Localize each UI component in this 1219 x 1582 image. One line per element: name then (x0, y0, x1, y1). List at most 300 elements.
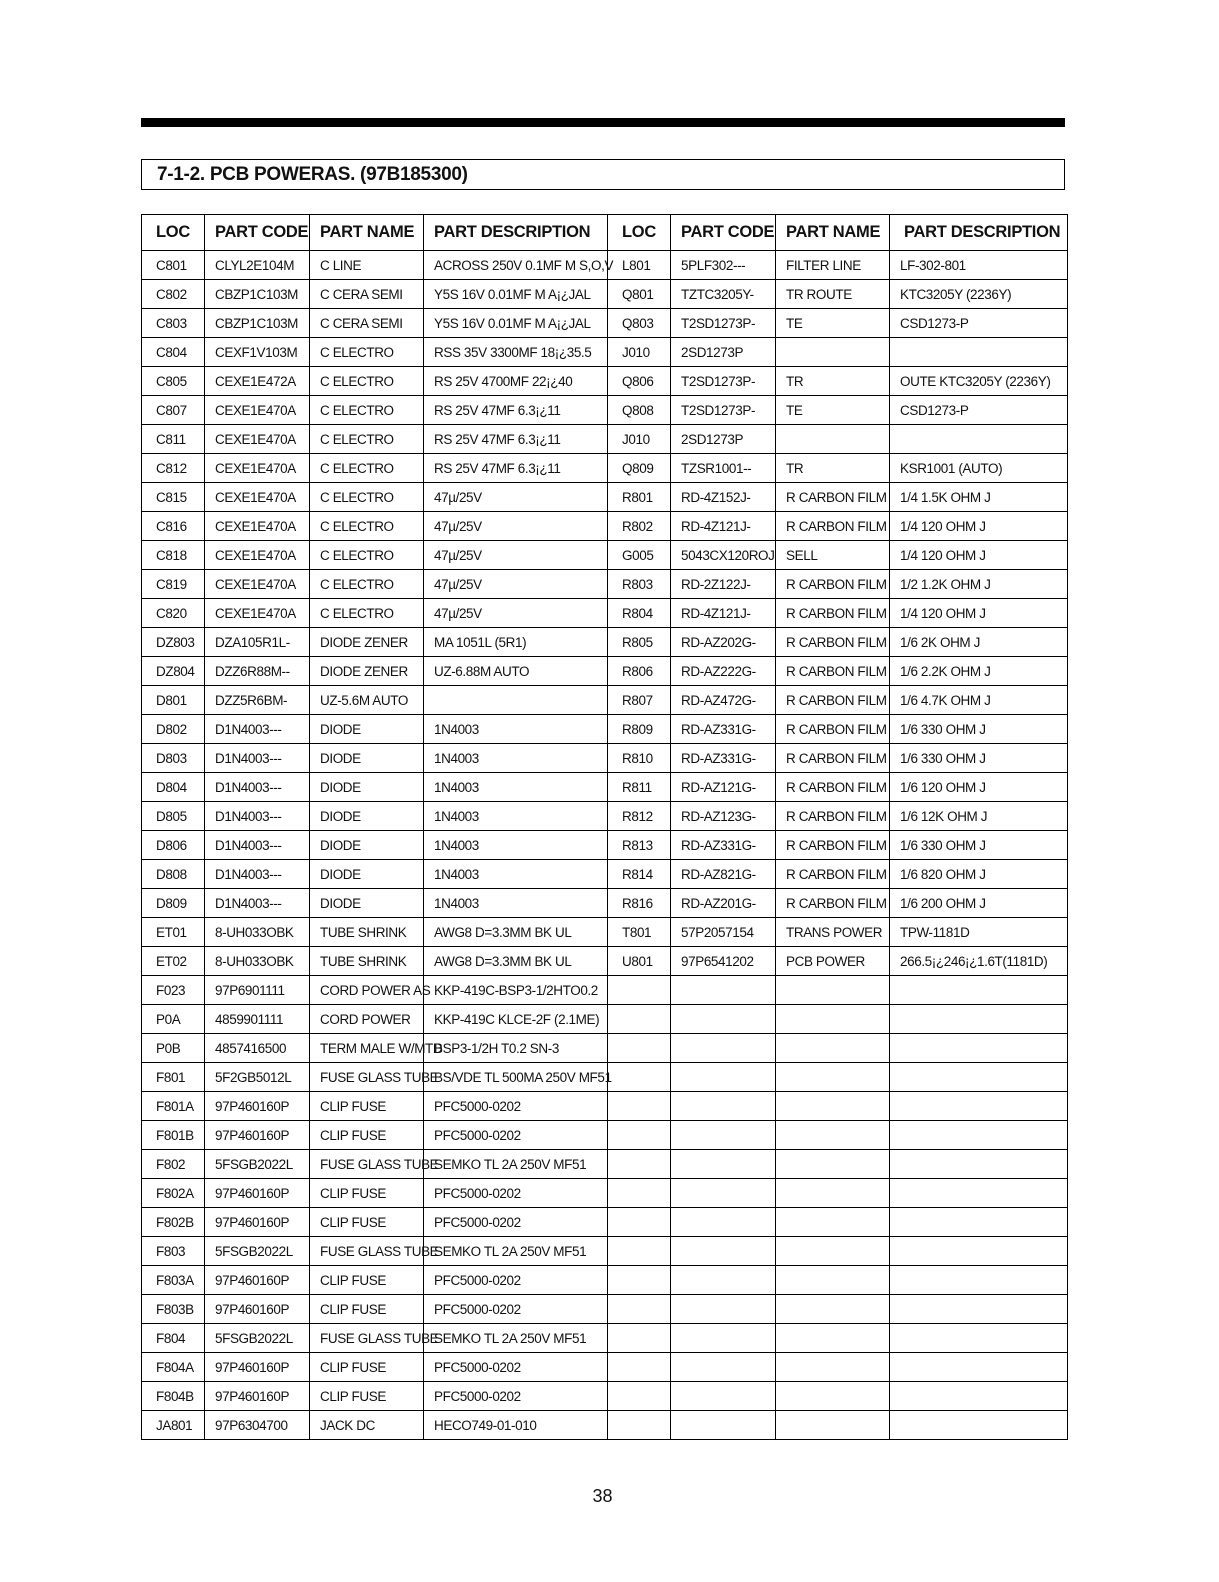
cell-part-description-2: 1/4 120 OHM J (890, 541, 1068, 570)
cell-part-code: D1N4003--- (205, 773, 310, 802)
cell-part-code: D1N4003--- (205, 715, 310, 744)
cell-part-name: DIODE (310, 889, 424, 918)
table-row (142, 599, 1068, 628)
cell-loc: C804 (142, 338, 205, 367)
cell-part-code: CEXE1E470A (205, 512, 310, 541)
cell-part-code-2: RD-4Z152J- (671, 483, 776, 512)
cell-part-description-2: KTC3205Y (2236Y) (890, 280, 1068, 309)
cell-loc-2: R807 (608, 686, 671, 715)
table-row (142, 1208, 1068, 1237)
cell-part-description-2 (890, 1266, 1068, 1295)
cell-part-code: CEXE1E470A (205, 454, 310, 483)
cell-part-name: C LINE (310, 251, 424, 280)
cell-part-name: CLIP FUSE (310, 1092, 424, 1121)
cell-loc: F801B (142, 1121, 205, 1150)
cell-part-description: PFC5000-0202 (424, 1266, 608, 1295)
cell-part-code: CEXE1E472A (205, 367, 310, 396)
cell-part-name-2 (776, 1150, 890, 1179)
cell-loc: C815 (142, 483, 205, 512)
table-row (142, 1324, 1068, 1353)
cell-loc: F802B (142, 1208, 205, 1237)
table-row (142, 425, 1068, 454)
cell-loc: D803 (142, 744, 205, 773)
cell-part-name-2: R CARBON FILM (776, 802, 890, 831)
cell-part-code-2: RD-AZ821G- (671, 860, 776, 889)
cell-part-code-2 (671, 1411, 776, 1440)
cell-part-description-2 (890, 1179, 1068, 1208)
cell-part-code-2: RD-AZ222G- (671, 657, 776, 686)
cell-loc: JA801 (142, 1411, 205, 1440)
cell-part-code-2: 2SD1273P (671, 338, 776, 367)
cell-part-description: PFC5000-0202 (424, 1179, 608, 1208)
cell-part-code-2 (671, 1034, 776, 1063)
cell-loc-2 (608, 1295, 671, 1324)
cell-loc-2 (608, 1092, 671, 1121)
cell-part-code-2: RD-AZ331G- (671, 831, 776, 860)
cell-loc: F804B (142, 1382, 205, 1411)
cell-part-code-2: RD-4Z121J- (671, 599, 776, 628)
cell-loc: F801 (142, 1063, 205, 1092)
cell-part-name-2: R CARBON FILM (776, 570, 890, 599)
cell-part-description: PFC5000-0202 (424, 1121, 608, 1150)
cell-loc-2 (608, 1208, 671, 1237)
cell-part-description: RSS 35V 3300MF 18¡¿35.5 (424, 338, 608, 367)
cell-part-name-2: R CARBON FILM (776, 512, 890, 541)
cell-part-code: CEXE1E470A (205, 483, 310, 512)
cell-loc: C812 (142, 454, 205, 483)
cell-part-name-2: R CARBON FILM (776, 831, 890, 860)
cell-part-description-2: 1/6 2.2K OHM J (890, 657, 1068, 686)
cell-part-code-2: T2SD1273P- (671, 396, 776, 425)
cell-part-description-2: 1/4 120 OHM J (890, 599, 1068, 628)
cell-part-description: 47µ/25V (424, 483, 608, 512)
cell-part-description: 47µ/25V (424, 599, 608, 628)
cell-part-description: Y5S 16V 0.01MF M A¡¿JAL (424, 309, 608, 338)
cell-part-description: RS 25V 47MF 6.3¡¿11 (424, 454, 608, 483)
cell-part-name: CLIP FUSE (310, 1121, 424, 1150)
cell-part-name-2: R CARBON FILM (776, 860, 890, 889)
cell-loc-2 (608, 1121, 671, 1150)
cell-part-code: 4859901111 (205, 1005, 310, 1034)
cell-part-name-2 (776, 1353, 890, 1382)
cell-part-code-2: TZTC3205Y- (671, 280, 776, 309)
cell-part-description: PFC5000-0202 (424, 1353, 608, 1382)
cell-part-code-2: RD-AZ121G- (671, 773, 776, 802)
cell-part-name-2: R CARBON FILM (776, 599, 890, 628)
cell-part-code-2 (671, 1179, 776, 1208)
cell-loc: F803B (142, 1295, 205, 1324)
cell-part-code: CEXE1E470A (205, 396, 310, 425)
cell-part-name-2: TE (776, 396, 890, 425)
cell-part-description: RS 25V 47MF 6.3¡¿11 (424, 425, 608, 454)
cell-part-code-2: RD-4Z121J- (671, 512, 776, 541)
cell-part-name-2 (776, 1092, 890, 1121)
cell-loc: F803 (142, 1237, 205, 1266)
cell-part-code: D1N4003--- (205, 802, 310, 831)
cell-part-description: 1N4003 (424, 773, 608, 802)
cell-part-description-2: 266.5¡¿246¡¿1.6T(1181D) (890, 947, 1068, 976)
cell-part-description-2: 1/2 1.2K OHM J (890, 570, 1068, 599)
cell-loc-2 (608, 1237, 671, 1266)
cell-part-name-2: TR (776, 367, 890, 396)
header-part-code-2: PART CODE (671, 215, 776, 251)
table-row (142, 831, 1068, 860)
cell-loc-2 (608, 1034, 671, 1063)
cell-part-description (424, 686, 608, 715)
cell-part-description: 1N4003 (424, 831, 608, 860)
cell-part-name: FUSE GLASS TUBE (310, 1324, 424, 1353)
table-row (142, 1179, 1068, 1208)
table-row (142, 976, 1068, 1005)
cell-loc-2: R803 (608, 570, 671, 599)
cell-part-description-2 (890, 976, 1068, 1005)
cell-part-code-2: TZSR1001-- (671, 454, 776, 483)
cell-part-name-2 (776, 1237, 890, 1266)
cell-part-description-2 (890, 1295, 1068, 1324)
cell-part-name-2: R CARBON FILM (776, 889, 890, 918)
cell-loc-2: R805 (608, 628, 671, 657)
cell-loc-2: Q801 (608, 280, 671, 309)
cell-part-description: SEMKO TL 2A 250V MF51 (424, 1324, 608, 1353)
cell-loc-2: R806 (608, 657, 671, 686)
cell-part-name: FUSE GLASS TUBE (310, 1063, 424, 1092)
cell-loc: D804 (142, 773, 205, 802)
cell-part-code: 4857416500 (205, 1034, 310, 1063)
cell-loc: C819 (142, 570, 205, 599)
cell-part-name: C ELECTRO (310, 367, 424, 396)
parts-table (141, 214, 1068, 1440)
cell-part-code-2 (671, 1150, 776, 1179)
cell-part-name-2 (776, 976, 890, 1005)
cell-part-name-2 (776, 1382, 890, 1411)
cell-part-name: CORD POWER AS (310, 976, 424, 1005)
table-row (142, 1353, 1068, 1382)
cell-part-description-2: 1/4 120 OHM J (890, 512, 1068, 541)
table-row (142, 570, 1068, 599)
cell-part-code: CEXE1E470A (205, 425, 310, 454)
cell-loc: F802A (142, 1179, 205, 1208)
cell-part-code-2 (671, 1382, 776, 1411)
cell-part-description: HECO749-01-010 (424, 1411, 608, 1440)
cell-part-code-2 (671, 1353, 776, 1382)
cell-loc-2 (608, 1382, 671, 1411)
cell-part-code: 97P460160P (205, 1353, 310, 1382)
cell-part-name: CORD POWER (310, 1005, 424, 1034)
cell-part-description: UZ-6.88M AUTO (424, 657, 608, 686)
cell-part-code-2: 2SD1273P (671, 425, 776, 454)
cell-loc: D802 (142, 715, 205, 744)
cell-part-name: C ELECTRO (310, 570, 424, 599)
cell-part-code: 97P6901111 (205, 976, 310, 1005)
cell-part-name-2: R CARBON FILM (776, 483, 890, 512)
cell-part-code: 97P6304700 (205, 1411, 310, 1440)
cell-loc: C818 (142, 541, 205, 570)
cell-part-code: 97P460160P (205, 1382, 310, 1411)
cell-part-name: C ELECTRO (310, 599, 424, 628)
cell-loc-2: J010 (608, 338, 671, 367)
section-title: 7-1-2. PCB POWERAS. (97B185300) (157, 164, 468, 185)
cell-loc: P0A (142, 1005, 205, 1034)
cell-part-description: 1N4003 (424, 715, 608, 744)
cell-part-description-2 (890, 1034, 1068, 1063)
cell-loc-2 (608, 1005, 671, 1034)
cell-part-code: CEXE1E470A (205, 570, 310, 599)
cell-part-code-2: RD-AZ201G- (671, 889, 776, 918)
cell-part-name: CLIP FUSE (310, 1382, 424, 1411)
cell-loc-2: R814 (608, 860, 671, 889)
cell-part-name: TUBE SHRINK (310, 947, 424, 976)
cell-part-code-2: 5043CX120ROJ (671, 541, 776, 570)
cell-part-code: CBZP1C103M (205, 309, 310, 338)
cell-part-code-2: 57P2057154 (671, 918, 776, 947)
cell-part-description: BSP3-1/2H T0.2 SN-3 (424, 1034, 608, 1063)
cell-part-description: AWG8 D=3.3MM BK UL (424, 918, 608, 947)
cell-loc-2: J010 (608, 425, 671, 454)
cell-part-description: BS/VDE TL 500MA 250V MF51 (424, 1063, 608, 1092)
cell-part-description: KKP-419C KLCE-2F (2.1ME) (424, 1005, 608, 1034)
table-row (142, 1266, 1068, 1295)
cell-part-description-2 (890, 1063, 1068, 1092)
cell-part-description-2: 1/6 12K OHM J (890, 802, 1068, 831)
cell-loc-2: R802 (608, 512, 671, 541)
cell-part-description-2 (890, 1324, 1068, 1353)
cell-part-name-2: TE (776, 309, 890, 338)
cell-part-description: PFC5000-0202 (424, 1382, 608, 1411)
header-part-name: PART NAME (310, 215, 424, 251)
table-row (142, 628, 1068, 657)
cell-part-name-2 (776, 1179, 890, 1208)
cell-part-code-2 (671, 1005, 776, 1034)
cell-part-name-2: TRANS POWER (776, 918, 890, 947)
cell-part-name-2: FILTER LINE (776, 251, 890, 280)
cell-loc: C811 (142, 425, 205, 454)
cell-part-code: CBZP1C103M (205, 280, 310, 309)
cell-part-code-2 (671, 1092, 776, 1121)
cell-part-code-2 (671, 1208, 776, 1237)
table-row (142, 1063, 1068, 1092)
cell-part-name: C ELECTRO (310, 396, 424, 425)
cell-part-description-2: 1/6 4.7K OHM J (890, 686, 1068, 715)
table-row (142, 1295, 1068, 1324)
cell-part-description: PFC5000-0202 (424, 1092, 608, 1121)
cell-part-code-2 (671, 1295, 776, 1324)
cell-loc-2 (608, 1150, 671, 1179)
cell-part-name-2 (776, 1324, 890, 1353)
cell-part-name: C CERA SEMI (310, 309, 424, 338)
cell-part-code-2 (671, 1324, 776, 1353)
cell-part-description: 47µ/25V (424, 570, 608, 599)
cell-part-name: DIODE ZENER (310, 657, 424, 686)
cell-part-name: UZ-5.6M AUTO (310, 686, 424, 715)
cell-part-description-2 (890, 1208, 1068, 1237)
cell-loc-2: R810 (608, 744, 671, 773)
cell-part-name: C ELECTRO (310, 541, 424, 570)
cell-part-code-2 (671, 1266, 776, 1295)
cell-part-description-2: OUTE KTC3205Y (2236Y) (890, 367, 1068, 396)
cell-part-code-2: 5PLF302--- (671, 251, 776, 280)
cell-part-name-2: TR (776, 454, 890, 483)
cell-part-name-2 (776, 1266, 890, 1295)
cell-part-name: DIODE (310, 744, 424, 773)
cell-loc-2: Q803 (608, 309, 671, 338)
cell-part-description: RS 25V 47MF 6.3¡¿11 (424, 396, 608, 425)
cell-loc: D808 (142, 860, 205, 889)
cell-part-code: 5FSGB2022L (205, 1324, 310, 1353)
header-part-description: PART DESCRIPTION (424, 215, 608, 251)
cell-loc-2 (608, 1353, 671, 1382)
cell-part-name: FUSE GLASS TUBE (310, 1237, 424, 1266)
cell-loc: D809 (142, 889, 205, 918)
cell-part-name-2: R CARBON FILM (776, 657, 890, 686)
cell-part-description-2 (890, 1005, 1068, 1034)
cell-part-description: KKP-419C-BSP3-1/2HTO0.2 (424, 976, 608, 1005)
cell-part-name: C ELECTRO (310, 454, 424, 483)
table-row (142, 1005, 1068, 1034)
cell-loc: P0B (142, 1034, 205, 1063)
cell-loc: ET02 (142, 947, 205, 976)
table-row (142, 889, 1068, 918)
cell-loc-2: Q809 (608, 454, 671, 483)
cell-part-name-2 (776, 1295, 890, 1324)
table-row (142, 1034, 1068, 1063)
table-row (142, 280, 1068, 309)
cell-part-name-2 (776, 338, 890, 367)
cell-part-description-2: CSD1273-P (890, 309, 1068, 338)
cell-part-description-2 (890, 338, 1068, 367)
cell-part-description: 47µ/25V (424, 512, 608, 541)
cell-part-description-2: 1/6 200 OHM J (890, 889, 1068, 918)
cell-part-code: 97P460160P (205, 1179, 310, 1208)
table-row (142, 1150, 1068, 1179)
cell-part-name: DIODE ZENER (310, 628, 424, 657)
cell-loc: C801 (142, 251, 205, 280)
cell-loc-2 (608, 976, 671, 1005)
cell-part-name-2 (776, 1005, 890, 1034)
cell-loc: F803A (142, 1266, 205, 1295)
cell-part-name-2: PCB POWER (776, 947, 890, 976)
cell-part-code: DZA105R1L- (205, 628, 310, 657)
table-row (142, 802, 1068, 831)
cell-loc-2 (608, 1266, 671, 1295)
cell-part-description-2: 1/6 330 OHM J (890, 715, 1068, 744)
cell-loc: C805 (142, 367, 205, 396)
cell-part-description: ACROSS 250V 0.1MF M S,O,V (424, 251, 608, 280)
cell-part-code: CEXF1V103M (205, 338, 310, 367)
cell-loc-2: R812 (608, 802, 671, 831)
cell-part-description-2 (890, 1237, 1068, 1266)
cell-loc: C803 (142, 309, 205, 338)
cell-part-name: C ELECTRO (310, 483, 424, 512)
table-row (142, 454, 1068, 483)
cell-part-code: CLYL2E104M (205, 251, 310, 280)
cell-part-name: CLIP FUSE (310, 1295, 424, 1324)
cell-part-code: D1N4003--- (205, 831, 310, 860)
cell-part-code-2: RD-AZ202G- (671, 628, 776, 657)
cell-part-code: D1N4003--- (205, 744, 310, 773)
cell-part-description: 1N4003 (424, 889, 608, 918)
cell-loc-2: R811 (608, 773, 671, 802)
cell-part-description: PFC5000-0202 (424, 1295, 608, 1324)
table-row (142, 309, 1068, 338)
cell-part-name-2: TR ROUTE (776, 280, 890, 309)
cell-part-description: Y5S 16V 0.01MF M A¡¿JAL (424, 280, 608, 309)
table-row (142, 483, 1068, 512)
cell-part-description-2: KSR1001 (AUTO) (890, 454, 1068, 483)
table-row (142, 744, 1068, 773)
cell-part-description: AWG8 D=3.3MM BK UL (424, 947, 608, 976)
cell-part-name-2 (776, 1121, 890, 1150)
cell-loc: D806 (142, 831, 205, 860)
cell-part-code-2: 97P6541202 (671, 947, 776, 976)
cell-part-code: 5FSGB2022L (205, 1150, 310, 1179)
cell-part-code: DZZ5R6BM- (205, 686, 310, 715)
table-row (142, 541, 1068, 570)
cell-part-code-2: RD-AZ331G- (671, 715, 776, 744)
table-row (142, 367, 1068, 396)
cell-part-name-2 (776, 425, 890, 454)
cell-part-code: D1N4003--- (205, 860, 310, 889)
cell-part-name: CLIP FUSE (310, 1266, 424, 1295)
table-row (142, 338, 1068, 367)
cell-loc: C816 (142, 512, 205, 541)
cell-part-code-2: T2SD1273P- (671, 309, 776, 338)
table-header-row (142, 215, 1068, 251)
cell-loc-2 (608, 1324, 671, 1353)
cell-loc: F802 (142, 1150, 205, 1179)
cell-loc: F804A (142, 1353, 205, 1382)
table-row (142, 1121, 1068, 1150)
table-row (142, 251, 1068, 280)
cell-part-name-2: R CARBON FILM (776, 628, 890, 657)
cell-part-description-2 (890, 1150, 1068, 1179)
cell-loc: C807 (142, 396, 205, 425)
cell-part-code: 97P460160P (205, 1295, 310, 1324)
cell-part-name-2: R CARBON FILM (776, 686, 890, 715)
cell-loc-2 (608, 1179, 671, 1208)
cell-loc: F804 (142, 1324, 205, 1353)
section-header (141, 159, 1065, 190)
cell-part-name-2 (776, 1411, 890, 1440)
cell-part-code: CEXE1E470A (205, 599, 310, 628)
header-part-description-2: PART DESCRIPTION (890, 215, 1068, 251)
cell-part-name: DIODE (310, 715, 424, 744)
cell-part-name-2 (776, 1208, 890, 1237)
cell-part-description-2: 1/6 330 OHM J (890, 831, 1068, 860)
cell-part-description-2: TPW-1181D (890, 918, 1068, 947)
cell-part-name: DIODE (310, 802, 424, 831)
cell-loc-2: U801 (608, 947, 671, 976)
cell-part-name: C ELECTRO (310, 425, 424, 454)
cell-loc: DZ804 (142, 657, 205, 686)
table-row (142, 686, 1068, 715)
table-row (142, 1237, 1068, 1266)
cell-part-code-2: RD-2Z122J- (671, 570, 776, 599)
cell-part-name: C CERA SEMI (310, 280, 424, 309)
cell-part-name-2: R CARBON FILM (776, 715, 890, 744)
cell-part-code: 97P460160P (205, 1092, 310, 1121)
table-row (142, 512, 1068, 541)
header-loc-2: LOC (608, 215, 671, 251)
cell-part-description-2 (890, 1411, 1068, 1440)
cell-part-description-2 (890, 1092, 1068, 1121)
cell-part-description: RS 25V 4700MF 22¡¿40 (424, 367, 608, 396)
cell-loc-2: R801 (608, 483, 671, 512)
table-row (142, 1411, 1068, 1440)
cell-part-name-2: R CARBON FILM (776, 744, 890, 773)
cell-part-name: JACK DC (310, 1411, 424, 1440)
cell-part-code: 8-UH033OBK (205, 947, 310, 976)
cell-part-description-2 (890, 1353, 1068, 1382)
